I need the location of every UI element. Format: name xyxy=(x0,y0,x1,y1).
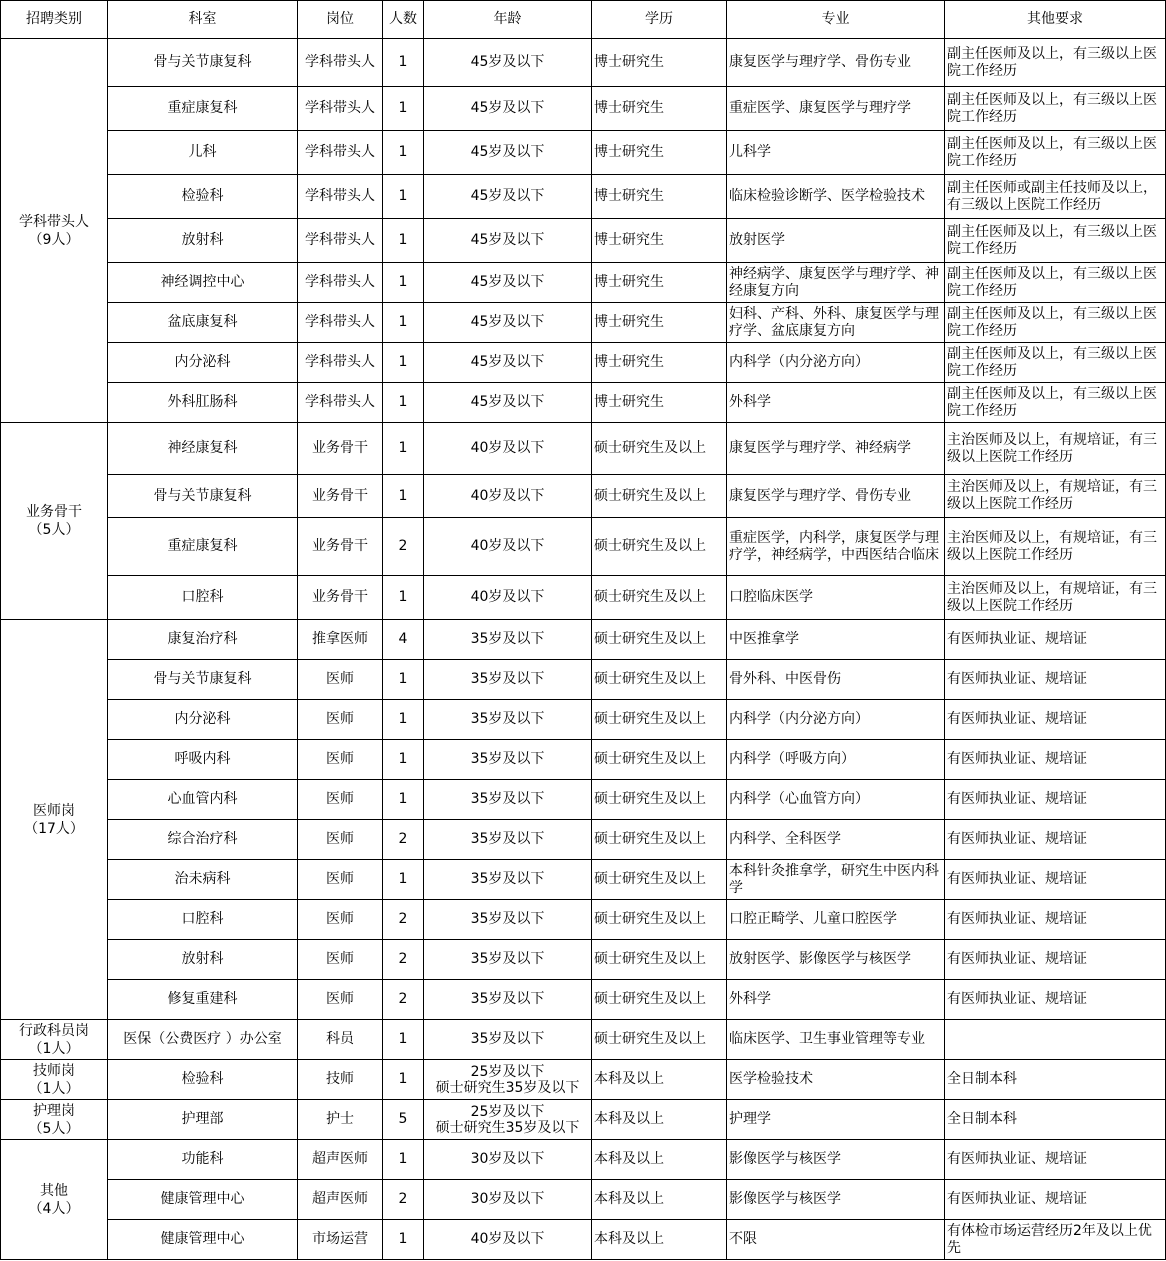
position-cell: 学科带头人 xyxy=(298,343,383,383)
department-cell: 重症康复科 xyxy=(108,87,298,131)
other-requirements-cell: 主治医师及以上，有规培证，有三级以上医院工作经历 xyxy=(945,576,1166,620)
table-row xyxy=(1,303,1166,343)
age-cell xyxy=(424,860,592,900)
age-cell xyxy=(424,1180,592,1220)
position-cell: 医师 xyxy=(298,860,383,900)
age-line: 35岁及以下 xyxy=(470,751,545,767)
table-row xyxy=(1,740,1166,780)
table-row xyxy=(1,900,1166,940)
department-cell: 盆底康复科 xyxy=(108,303,298,343)
position-cell: 学科带头人 xyxy=(298,175,383,219)
education-cell: 博士研究生 xyxy=(592,263,727,303)
count-cell: 1 xyxy=(383,383,424,423)
age-line: 30岁及以下 xyxy=(470,1151,545,1167)
count-cell: 1 xyxy=(383,1060,424,1100)
count-cell: 4 xyxy=(383,620,424,660)
other-requirements-cell: 有医师执业证、规培证 xyxy=(945,820,1166,860)
header-row xyxy=(1,1,1166,39)
other-requirements-cell: 有医师执业证、规培证 xyxy=(945,1180,1166,1220)
education-cell: 硕士研究生及以上 xyxy=(592,660,727,700)
major-cell: 护理学 xyxy=(727,1100,945,1140)
education-cell: 硕士研究生及以上 xyxy=(592,740,727,780)
major-cell: 骨外科、中医骨伤 xyxy=(727,660,945,700)
count-cell: 1 xyxy=(383,343,424,383)
category-cell xyxy=(1,1060,108,1100)
major-cell: 不限 xyxy=(727,1220,945,1260)
position-cell: 业务骨干 xyxy=(298,576,383,620)
count-cell: 2 xyxy=(383,940,424,980)
age-cell xyxy=(424,1020,592,1060)
major-cell: 妇科、产科、外科、康复医学与理疗学、盆底康复方向 xyxy=(727,303,945,343)
other-requirements-cell: 副主任医师及以上，有三级以上医院工作经历 xyxy=(945,383,1166,423)
other-requirements-cell: 副主任医师及以上，有三级以上医院工作经历 xyxy=(945,39,1166,87)
education-cell: 博士研究生 xyxy=(592,343,727,383)
age-line: 30岁及以下 xyxy=(470,1191,545,1207)
other-requirements-cell: 有医师执业证、规培证 xyxy=(945,900,1166,940)
position-cell: 医师 xyxy=(298,740,383,780)
department-cell: 骨与关节康复科 xyxy=(108,39,298,87)
category-count: （4人） xyxy=(28,1200,80,1217)
category-cell xyxy=(1,1100,108,1140)
position-cell: 业务骨干 xyxy=(298,475,383,518)
age-cell xyxy=(424,780,592,820)
department-cell: 心血管内科 xyxy=(108,780,298,820)
department-cell: 神经康复科 xyxy=(108,423,298,475)
position-cell: 业务骨干 xyxy=(298,518,383,576)
major-cell: 影像医学与核医学 xyxy=(727,1140,945,1180)
category-count: （5人） xyxy=(28,1120,80,1137)
category-cell xyxy=(1,1020,108,1060)
position-cell: 超声医师 xyxy=(298,1180,383,1220)
position-cell: 医师 xyxy=(298,780,383,820)
department-cell: 放射科 xyxy=(108,219,298,263)
table-row xyxy=(1,263,1166,303)
other-requirements-cell: 主治医师及以上，有规培证，有三级以上医院工作经历 xyxy=(945,518,1166,576)
other-requirements-cell: 副主任医师及以上，有三级以上医院工作经历 xyxy=(945,87,1166,131)
category-label: 业务骨干 xyxy=(26,504,82,520)
position-cell: 护士 xyxy=(298,1100,383,1140)
category-count: （17人） xyxy=(24,820,84,837)
education-cell: 博士研究生 xyxy=(592,175,727,219)
education-cell: 硕士研究生及以上 xyxy=(592,576,727,620)
other-requirements-cell: 副主任医师及以上，有三级以上医院工作经历 xyxy=(945,263,1166,303)
header-department: 科室 xyxy=(108,1,298,39)
age-line: 45岁及以下 xyxy=(470,144,545,160)
major-cell: 影像医学与核医学 xyxy=(727,1180,945,1220)
major-cell: 康复医学与理疗学、骨伤专业 xyxy=(727,475,945,518)
age-line: 45岁及以下 xyxy=(470,274,545,290)
age-cell xyxy=(424,343,592,383)
age-cell xyxy=(424,740,592,780)
major-cell: 外科学 xyxy=(727,383,945,423)
age-line: 35岁及以下 xyxy=(470,951,545,967)
count-cell: 1 xyxy=(383,219,424,263)
table-row xyxy=(1,820,1166,860)
count-cell: 2 xyxy=(383,1180,424,1220)
age-line: 40岁及以下 xyxy=(470,589,545,605)
table-row xyxy=(1,219,1166,263)
education-cell: 本科及以上 xyxy=(592,1100,727,1140)
major-cell: 医学检验技术 xyxy=(727,1060,945,1100)
position-cell: 学科带头人 xyxy=(298,39,383,87)
major-cell: 本科针灸推拿学，研究生中医内科学 xyxy=(727,860,945,900)
count-cell: 1 xyxy=(383,780,424,820)
header-education: 学历 xyxy=(592,1,727,39)
table-row xyxy=(1,1220,1166,1260)
count-cell: 2 xyxy=(383,980,424,1020)
other-requirements-cell: 副主任医师及以上，有三级以上医院工作经历 xyxy=(945,343,1166,383)
age-line: 25岁及以下 xyxy=(470,1063,545,1080)
age-cell xyxy=(424,518,592,576)
position-cell: 市场运营 xyxy=(298,1220,383,1260)
age-cell xyxy=(424,1220,592,1260)
department-cell: 护理部 xyxy=(108,1100,298,1140)
position-cell: 医师 xyxy=(298,700,383,740)
category-count: （5人） xyxy=(28,522,80,538)
major-cell: 内科学（心血管方向） xyxy=(727,780,945,820)
count-cell: 1 xyxy=(383,87,424,131)
age-line: 35岁及以下 xyxy=(470,831,545,847)
other-requirements-cell: 副主任医师及以上，有三级以上医院工作经历 xyxy=(945,303,1166,343)
major-cell: 神经病学、康复医学与理疗学、神经康复方向 xyxy=(727,263,945,303)
count-cell: 1 xyxy=(383,1220,424,1260)
position-cell: 科员 xyxy=(298,1020,383,1060)
age-cell xyxy=(424,660,592,700)
category-cell xyxy=(1,620,108,1020)
category-count: （9人） xyxy=(28,231,80,248)
other-requirements-cell: 副主任医师及以上，有三级以上医院工作经历 xyxy=(945,131,1166,175)
education-cell: 硕士研究生及以上 xyxy=(592,518,727,576)
other-requirements-cell xyxy=(945,1020,1166,1060)
age-line: 45岁及以下 xyxy=(470,100,545,116)
table-row xyxy=(1,39,1166,87)
count-cell: 1 xyxy=(383,39,424,87)
department-cell: 神经调控中心 xyxy=(108,263,298,303)
age-line: 硕士研究生35岁及以下 xyxy=(435,1079,580,1096)
other-requirements-cell: 全日制本科 xyxy=(945,1100,1166,1140)
education-cell: 硕士研究生及以上 xyxy=(592,475,727,518)
count-cell: 2 xyxy=(383,900,424,940)
count-cell: 1 xyxy=(383,740,424,780)
count-cell: 2 xyxy=(383,820,424,860)
major-cell: 康复医学与理疗学、神经病学 xyxy=(727,423,945,475)
position-cell: 学科带头人 xyxy=(298,383,383,423)
age-cell xyxy=(424,820,592,860)
count-cell: 5 xyxy=(383,1100,424,1140)
age-cell xyxy=(424,175,592,219)
count-cell: 1 xyxy=(383,576,424,620)
age-line: 45岁及以下 xyxy=(470,394,545,410)
header-count: 人数 xyxy=(383,1,424,39)
age-cell xyxy=(424,303,592,343)
other-requirements-cell: 有医师执业证、规培证 xyxy=(945,980,1166,1020)
category-cell xyxy=(1,39,108,423)
table-row xyxy=(1,1100,1166,1140)
major-cell: 外科学 xyxy=(727,980,945,1020)
age-line: 35岁及以下 xyxy=(470,711,545,727)
education-cell: 博士研究生 xyxy=(592,303,727,343)
position-cell: 学科带头人 xyxy=(298,263,383,303)
category-label: 行政科员岗 xyxy=(19,1022,89,1039)
age-cell xyxy=(424,620,592,660)
major-cell: 内科学、全科医学 xyxy=(727,820,945,860)
age-cell xyxy=(424,87,592,131)
education-cell: 博士研究生 xyxy=(592,39,727,87)
age-line: 40岁及以下 xyxy=(470,487,545,504)
major-cell: 儿科学 xyxy=(727,131,945,175)
age-cell xyxy=(424,383,592,423)
table-row xyxy=(1,1060,1166,1100)
major-cell: 重症医学，内科学，康复医学与理疗学，神经病学，中西医结合临床 xyxy=(727,518,945,576)
department-cell: 康复治疗科 xyxy=(108,620,298,660)
education-cell: 硕士研究生及以上 xyxy=(592,620,727,660)
age-cell xyxy=(424,263,592,303)
department-cell: 健康管理中心 xyxy=(108,1220,298,1260)
education-cell: 硕士研究生及以上 xyxy=(592,423,727,475)
department-cell: 检验科 xyxy=(108,175,298,219)
header-age: 年龄 xyxy=(424,1,592,39)
department-cell: 医保（公费医疗 ）办公室 xyxy=(108,1020,298,1060)
education-cell: 博士研究生 xyxy=(592,87,727,131)
major-cell: 重症医学、康复医学与理疗学 xyxy=(727,87,945,131)
age-line: 硕士研究生35岁及以下 xyxy=(435,1119,580,1136)
age-cell xyxy=(424,475,592,518)
age-line: 40岁及以下 xyxy=(470,1231,545,1247)
other-requirements-cell: 有医师执业证、规培证 xyxy=(945,620,1166,660)
department-cell: 综合治疗科 xyxy=(108,820,298,860)
age-cell xyxy=(424,423,592,475)
education-cell: 硕士研究生及以上 xyxy=(592,780,727,820)
major-cell: 内科学（内分泌方向） xyxy=(727,343,945,383)
category-label: 护理岗 xyxy=(33,1102,75,1119)
department-cell: 重症康复科 xyxy=(108,518,298,576)
category-label: 技师岗 xyxy=(33,1062,75,1079)
major-cell: 口腔正畸学、儿童口腔医学 xyxy=(727,900,945,940)
category-count: （1人） xyxy=(28,1040,80,1057)
position-cell: 医师 xyxy=(298,980,383,1020)
other-requirements-cell: 副主任医师及以上，有三级以上医院工作经历 xyxy=(945,219,1166,263)
other-requirements-cell: 有医师执业证、规培证 xyxy=(945,780,1166,820)
count-cell: 1 xyxy=(383,1020,424,1060)
count-cell: 1 xyxy=(383,700,424,740)
count-cell: 1 xyxy=(383,660,424,700)
position-cell: 超声医师 xyxy=(298,1140,383,1180)
education-cell: 博士研究生 xyxy=(592,383,727,423)
education-cell: 硕士研究生及以上 xyxy=(592,940,727,980)
department-cell: 外科肛肠科 xyxy=(108,383,298,423)
table-row xyxy=(1,576,1166,620)
department-cell: 呼吸内科 xyxy=(108,740,298,780)
education-cell: 硕士研究生及以上 xyxy=(592,980,727,1020)
department-cell: 骨与关节康复科 xyxy=(108,660,298,700)
major-cell: 临床医学、卫生事业管理等专业 xyxy=(727,1020,945,1060)
category-cell xyxy=(1,423,108,620)
age-cell xyxy=(424,1060,592,1100)
education-cell: 本科及以上 xyxy=(592,1060,727,1100)
other-requirements-cell: 主治医师及以上，有规培证，有三级以上医院工作经历 xyxy=(945,423,1166,475)
category-label: 医师岗 xyxy=(33,802,75,819)
education-cell: 硕士研究生及以上 xyxy=(592,1020,727,1060)
department-cell: 功能科 xyxy=(108,1140,298,1180)
position-cell: 学科带头人 xyxy=(298,87,383,131)
count-cell: 1 xyxy=(383,1140,424,1180)
table-row xyxy=(1,475,1166,518)
count-cell: 1 xyxy=(383,860,424,900)
other-requirements-cell: 有体检市场运营经历2年及以上优先 xyxy=(945,1220,1166,1260)
table-row xyxy=(1,980,1166,1020)
position-cell: 医师 xyxy=(298,820,383,860)
major-cell: 放射医学 xyxy=(727,219,945,263)
department-cell: 口腔科 xyxy=(108,576,298,620)
count-cell: 1 xyxy=(383,475,424,518)
other-requirements-cell: 有医师执业证、规培证 xyxy=(945,700,1166,740)
table-row xyxy=(1,423,1166,475)
age-line: 35岁及以下 xyxy=(470,871,545,887)
table-row xyxy=(1,1020,1166,1060)
education-cell: 本科及以上 xyxy=(592,1220,727,1260)
age-cell xyxy=(424,1100,592,1140)
table-row xyxy=(1,860,1166,900)
major-cell: 内科学（呼吸方向） xyxy=(727,740,945,780)
position-cell: 学科带头人 xyxy=(298,219,383,263)
department-cell: 内分泌科 xyxy=(108,700,298,740)
major-cell: 口腔临床医学 xyxy=(727,576,945,620)
education-cell: 博士研究生 xyxy=(592,219,727,263)
header-other-requirements: 其他要求 xyxy=(945,1,1166,39)
age-line: 35岁及以下 xyxy=(470,911,545,927)
age-line: 35岁及以下 xyxy=(470,631,545,647)
table-row xyxy=(1,660,1166,700)
education-cell: 本科及以上 xyxy=(592,1140,727,1180)
department-cell: 治未病科 xyxy=(108,860,298,900)
category-label: 学科带头人 xyxy=(19,213,89,230)
education-cell: 硕士研究生及以上 xyxy=(592,900,727,940)
age-line: 45岁及以下 xyxy=(470,314,545,330)
age-line: 35岁及以下 xyxy=(470,991,545,1007)
department-cell: 口腔科 xyxy=(108,900,298,940)
position-cell: 技师 xyxy=(298,1060,383,1100)
count-cell: 2 xyxy=(383,518,424,576)
table-row xyxy=(1,1180,1166,1220)
department-cell: 放射科 xyxy=(108,940,298,980)
major-cell: 中医推拿学 xyxy=(727,620,945,660)
header-position: 岗位 xyxy=(298,1,383,39)
age-line: 45岁及以下 xyxy=(470,54,545,70)
major-cell: 临床检验诊断学、医学检验技术 xyxy=(727,175,945,219)
major-cell: 康复医学与理疗学、骨伤专业 xyxy=(727,39,945,87)
age-line: 45岁及以下 xyxy=(470,188,545,204)
position-cell: 推拿医师 xyxy=(298,620,383,660)
age-line: 40岁及以下 xyxy=(470,440,545,456)
major-cell: 放射医学、影像医学与核医学 xyxy=(727,940,945,980)
count-cell: 1 xyxy=(383,175,424,219)
table-body xyxy=(1,39,1166,1260)
header-major: 专业 xyxy=(727,1,945,39)
table-row xyxy=(1,131,1166,175)
table-row xyxy=(1,780,1166,820)
count-cell: 1 xyxy=(383,303,424,343)
department-cell: 修复重建科 xyxy=(108,980,298,1020)
age-cell xyxy=(424,980,592,1020)
age-cell xyxy=(424,39,592,87)
age-line: 40岁及以下 xyxy=(470,538,545,554)
age-line: 35岁及以下 xyxy=(470,1031,545,1047)
other-requirements-cell: 有医师执业证、规培证 xyxy=(945,660,1166,700)
other-requirements-cell: 主治医师及以上，有规培证，有三级以上医院工作经历 xyxy=(945,475,1166,518)
age-line: 35岁及以下 xyxy=(470,671,545,687)
table-row xyxy=(1,175,1166,219)
other-requirements-cell: 副主任医师或副主任技师及以上，有三级以上医院工作经历 xyxy=(945,175,1166,219)
other-requirements-cell: 有医师执业证、规培证 xyxy=(945,860,1166,900)
category-cell xyxy=(1,1140,108,1260)
table-row xyxy=(1,1140,1166,1180)
department-cell: 检验科 xyxy=(108,1060,298,1100)
count-cell: 1 xyxy=(383,423,424,475)
age-cell xyxy=(424,1140,592,1180)
count-cell: 1 xyxy=(383,131,424,175)
age-line: 45岁及以下 xyxy=(470,232,545,248)
age-cell xyxy=(424,940,592,980)
position-cell: 业务骨干 xyxy=(298,423,383,475)
age-line: 25岁及以下 xyxy=(470,1103,545,1120)
position-cell: 学科带头人 xyxy=(298,303,383,343)
other-requirements-cell: 有医师执业证、规培证 xyxy=(945,740,1166,780)
major-cell: 内科学（内分泌方向） xyxy=(727,700,945,740)
count-cell: 1 xyxy=(383,263,424,303)
age-cell xyxy=(424,576,592,620)
education-cell: 博士研究生 xyxy=(592,131,727,175)
table-row xyxy=(1,620,1166,660)
table-row xyxy=(1,940,1166,980)
position-cell: 学科带头人 xyxy=(298,131,383,175)
department-cell: 健康管理中心 xyxy=(108,1180,298,1220)
age-cell xyxy=(424,900,592,940)
department-cell: 儿科 xyxy=(108,131,298,175)
department-cell: 内分泌科 xyxy=(108,343,298,383)
other-requirements-cell: 全日制本科 xyxy=(945,1060,1166,1100)
department-cell: 骨与关节康复科 xyxy=(108,475,298,518)
education-cell: 硕士研究生及以上 xyxy=(592,860,727,900)
position-cell: 医师 xyxy=(298,660,383,700)
position-cell: 医师 xyxy=(298,940,383,980)
category-count: （1人） xyxy=(28,1080,80,1097)
age-cell xyxy=(424,219,592,263)
other-requirements-cell: 有医师执业证、规培证 xyxy=(945,940,1166,980)
table-row xyxy=(1,87,1166,131)
position-cell: 医师 xyxy=(298,900,383,940)
table-row xyxy=(1,518,1166,576)
education-cell: 本科及以上 xyxy=(592,1180,727,1220)
table-row xyxy=(1,343,1166,383)
header-category: 招聘类别 xyxy=(1,1,108,39)
education-cell: 硕士研究生及以上 xyxy=(592,820,727,860)
age-cell xyxy=(424,131,592,175)
other-requirements-cell: 有医师执业证、规培证 xyxy=(945,1140,1166,1180)
table-row xyxy=(1,383,1166,423)
category-label: 其他 xyxy=(40,1182,68,1199)
age-cell xyxy=(424,700,592,740)
education-cell: 硕士研究生及以上 xyxy=(592,700,727,740)
table-row xyxy=(1,700,1166,740)
age-line: 45岁及以下 xyxy=(470,354,545,370)
age-line: 35岁及以下 xyxy=(470,791,545,807)
